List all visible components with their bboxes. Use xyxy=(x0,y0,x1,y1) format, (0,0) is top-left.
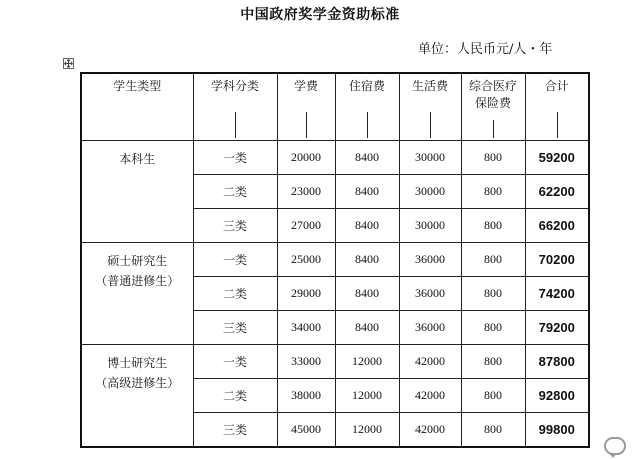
table-row xyxy=(81,141,589,175)
header-insurance: 综合医疗 保险费 xyxy=(461,73,525,141)
category-cell: 一类 xyxy=(193,141,277,175)
total-cell: 92800 xyxy=(525,379,589,413)
tuition-cell: 29000 xyxy=(277,277,335,311)
document-title: 中国政府奖学金资助标准 xyxy=(240,7,400,23)
total-cell: 74200 xyxy=(525,277,589,311)
insurance-cell: 800 xyxy=(461,209,525,243)
total-cell: 79200 xyxy=(525,311,589,345)
living-cell: 36000 xyxy=(399,311,461,345)
living-cell: 36000 xyxy=(399,277,461,311)
tuition-cell: 33000 xyxy=(277,345,335,379)
header-student-type: 学生类型 xyxy=(81,73,193,141)
living-cell: 30000 xyxy=(399,175,461,209)
chat-bubble-icon xyxy=(604,437,626,455)
header-subject-category: 学科分类 xyxy=(193,73,277,141)
student-type-cell: 本科生 xyxy=(81,141,193,243)
accommodation-cell: 8400 xyxy=(335,141,399,175)
move-arrows-icon xyxy=(64,59,73,68)
insurance-cell: 800 xyxy=(461,175,525,209)
scholarship-table xyxy=(80,72,590,448)
accommodation-cell: 8400 xyxy=(335,209,399,243)
living-cell: 30000 xyxy=(399,209,461,243)
total-cell: 99800 xyxy=(525,413,589,448)
header-tuition: 学费 xyxy=(277,73,335,141)
table-row xyxy=(81,243,589,277)
watermark xyxy=(604,437,630,455)
insurance-cell: 800 xyxy=(461,243,525,277)
tuition-cell: 38000 xyxy=(277,379,335,413)
accommodation-cell: 8400 xyxy=(335,175,399,209)
category-cell: 二类 xyxy=(193,175,277,209)
accommodation-cell: 8400 xyxy=(335,311,399,345)
accommodation-cell: 12000 xyxy=(335,413,399,448)
tuition-cell: 20000 xyxy=(277,141,335,175)
category-cell: 一类 xyxy=(193,345,277,379)
tuition-cell: 25000 xyxy=(277,243,335,277)
total-cell: 70200 xyxy=(525,243,589,277)
table-move-handle[interactable] xyxy=(63,58,74,69)
total-cell: 59200 xyxy=(525,141,589,175)
category-cell: 三类 xyxy=(193,311,277,345)
accommodation-cell: 8400 xyxy=(335,243,399,277)
living-cell: 42000 xyxy=(399,345,461,379)
student-type-cell: 博士研究生 （高级进修生） xyxy=(81,345,193,448)
accommodation-cell: 8400 xyxy=(335,277,399,311)
tuition-cell: 27000 xyxy=(277,209,335,243)
living-cell: 30000 xyxy=(399,141,461,175)
insurance-cell: 800 xyxy=(461,345,525,379)
tuition-cell: 45000 xyxy=(277,413,335,448)
table-row xyxy=(81,345,589,379)
insurance-cell: 800 xyxy=(461,413,525,448)
insurance-cell: 800 xyxy=(461,311,525,345)
insurance-cell: 800 xyxy=(461,141,525,175)
unit-label: 单位：人民币元/人・年 xyxy=(418,42,553,57)
category-cell: 一类 xyxy=(193,243,277,277)
living-cell: 36000 xyxy=(399,243,461,277)
insurance-cell: 800 xyxy=(461,277,525,311)
header-living: 生活费 xyxy=(399,73,461,141)
total-cell: 66200 xyxy=(525,209,589,243)
total-cell: 62200 xyxy=(525,175,589,209)
accommodation-cell: 12000 xyxy=(335,345,399,379)
tuition-cell: 23000 xyxy=(277,175,335,209)
header-accommodation: 住宿费 xyxy=(335,73,399,141)
category-cell: 三类 xyxy=(193,413,277,448)
category-cell: 二类 xyxy=(193,379,277,413)
table-header-row xyxy=(81,73,589,141)
total-cell: 87800 xyxy=(525,345,589,379)
accommodation-cell: 12000 xyxy=(335,379,399,413)
living-cell: 42000 xyxy=(399,413,461,448)
header-total: 合计 xyxy=(525,73,589,141)
tuition-cell: 34000 xyxy=(277,311,335,345)
category-cell: 二类 xyxy=(193,277,277,311)
category-cell: 三类 xyxy=(193,209,277,243)
insurance-cell: 800 xyxy=(461,379,525,413)
living-cell: 42000 xyxy=(399,379,461,413)
student-type-cell: 硕士研究生 （普通进修生） xyxy=(81,243,193,345)
